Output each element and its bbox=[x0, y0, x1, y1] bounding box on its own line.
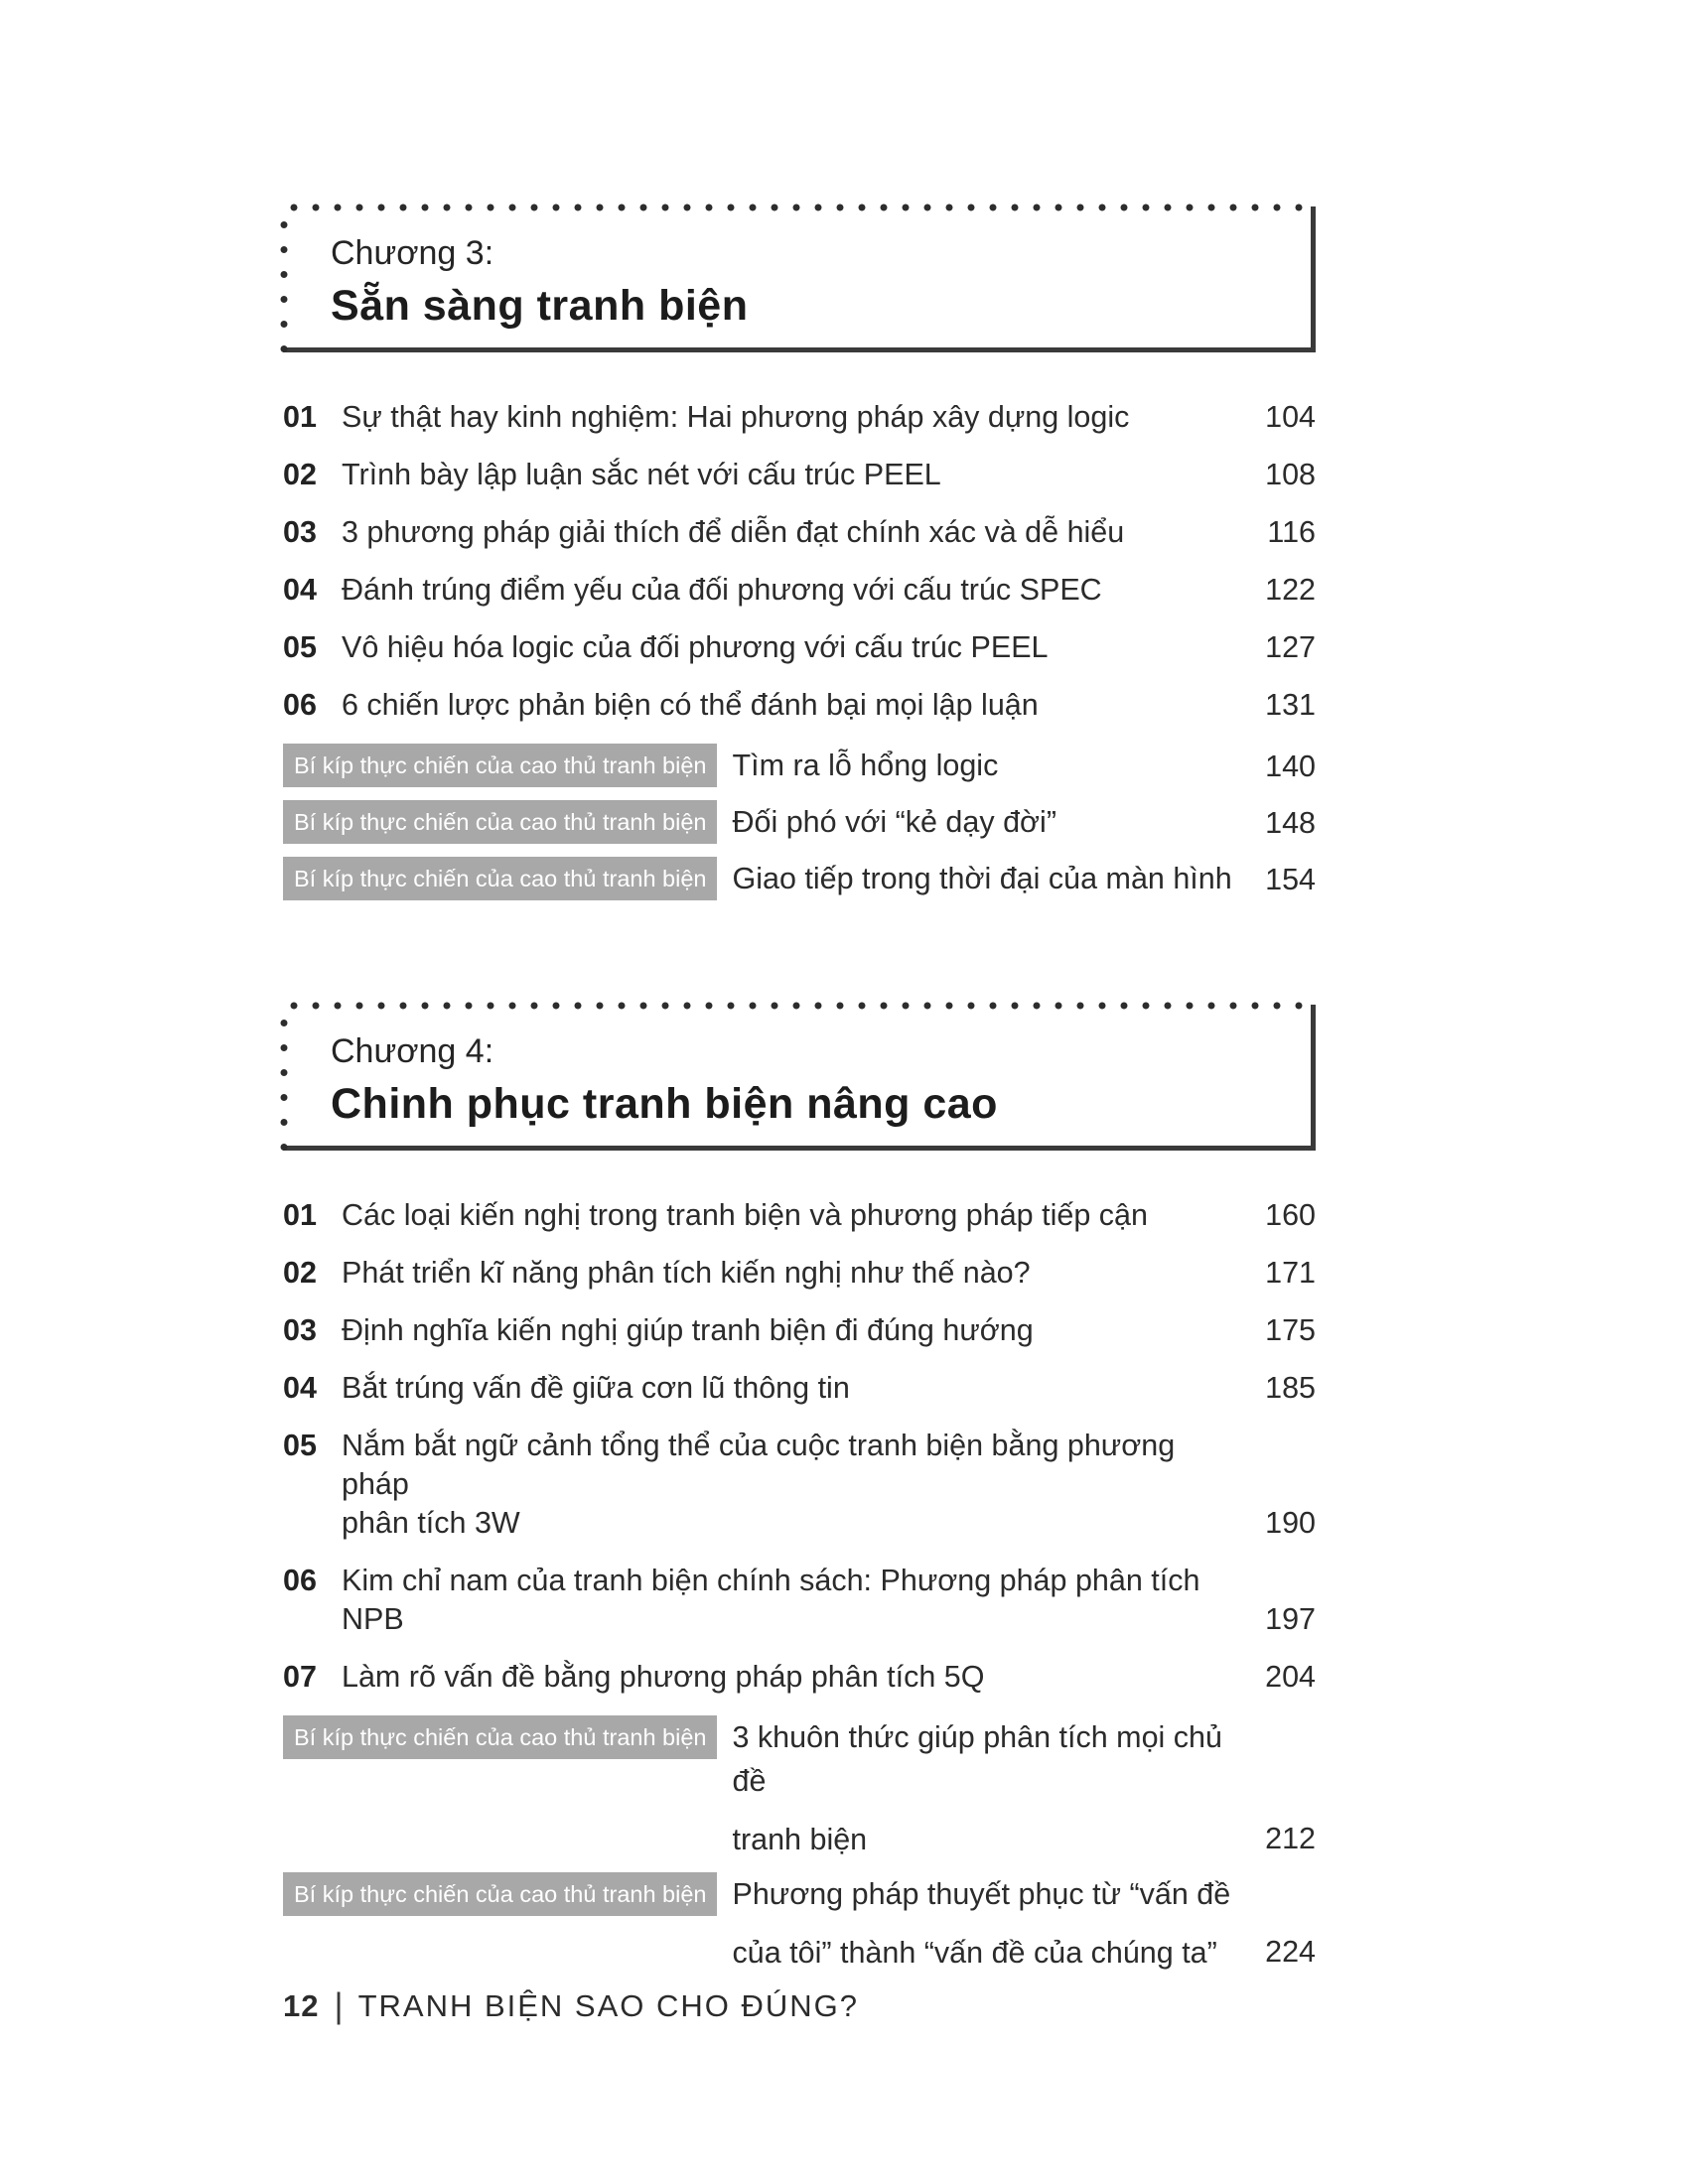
chapter-section bbox=[283, 1005, 1316, 1973]
toc-entry-row bbox=[283, 1562, 1316, 1639]
footer-separator: | bbox=[334, 1986, 344, 2025]
tip-badge: Bí kíp thực chiến của cao thủ tranh biện bbox=[283, 800, 717, 844]
dotted-border-left bbox=[280, 1011, 288, 1151]
entry-title: Trình bày lập luận sắc nét với cấu trúc PEEL bbox=[342, 458, 941, 491]
tip-page-number: 224 bbox=[1265, 1935, 1316, 1969]
tip-title: 3 khuôn thức giúp phân tích mọi chủ đề tranh biện bbox=[732, 1720, 1222, 1856]
entry-page-number: 171 bbox=[1265, 1256, 1316, 1290]
tip-row bbox=[283, 1872, 1316, 1973]
chapter-entries bbox=[283, 1196, 1316, 1697]
chapter-kicker: Chương 4: bbox=[331, 1032, 494, 1070]
entry-number: 06 bbox=[283, 1564, 317, 1597]
entry-number: 01 bbox=[283, 400, 317, 434]
entry-title: Kim chỉ nam của tranh biện chính sách: Phương pháp phân tích NPB bbox=[342, 1564, 1200, 1636]
entry-page-number: 104 bbox=[1265, 400, 1316, 434]
tip-badge: Bí kíp thực chiến của cao thủ tranh biện bbox=[283, 1872, 717, 1916]
entry-number: 04 bbox=[283, 1371, 317, 1405]
tip-badge: Bí kíp thực chiến của cao thủ tranh biện bbox=[283, 744, 717, 787]
chapter-title: Chinh phục tranh biện nâng cao bbox=[331, 1080, 998, 1128]
chapter-section bbox=[283, 206, 1316, 900]
entry-number: 02 bbox=[283, 458, 317, 491]
chapter-entries bbox=[283, 398, 1316, 725]
toc-entry-row bbox=[283, 1311, 1316, 1350]
tip-page-number: 148 bbox=[1265, 806, 1316, 840]
entry-page-number: 127 bbox=[1265, 630, 1316, 664]
entry-title: 6 chiến lược phản biện có thể đánh bại mọi lập luận bbox=[342, 688, 1039, 722]
entry-page-number: 204 bbox=[1265, 1660, 1316, 1694]
entry-title: Nắm bắt ngữ cảnh tổng thể của cuộc tranh biện bằng phương pháp phân tích 3W bbox=[342, 1429, 1176, 1540]
entry-number: 07 bbox=[283, 1660, 317, 1694]
chapter-tips bbox=[283, 744, 1316, 900]
toc-entry-row bbox=[283, 1254, 1316, 1293]
tip-row bbox=[283, 857, 1316, 900]
tip-title: Tìm ra lỗ hổng logic bbox=[732, 749, 999, 782]
entry-number: 06 bbox=[283, 688, 317, 722]
toc-entry-row bbox=[283, 398, 1316, 437]
entry-title: Các loại kiến nghị trong tranh biện và phương pháp tiếp cận bbox=[342, 1198, 1148, 1232]
entry-number: 05 bbox=[283, 1429, 317, 1462]
toc-content bbox=[283, 206, 1316, 1985]
tip-title: Đối phó với “kẻ dạy đời” bbox=[732, 805, 1056, 839]
entry-title: 3 phương pháp giải thích để diễn đạt chính xác và dễ hiểu bbox=[342, 515, 1125, 549]
toc-entry-row bbox=[283, 686, 1316, 725]
tip-row bbox=[283, 744, 1316, 787]
entry-page-number: 197 bbox=[1265, 1602, 1316, 1636]
entry-page-number: 116 bbox=[1267, 515, 1316, 549]
toc-entry-row bbox=[283, 1196, 1316, 1235]
tip-badge: Bí kíp thực chiến của cao thủ tranh biện bbox=[283, 857, 717, 900]
page-footer bbox=[283, 1986, 859, 2026]
entry-title: Làm rõ vấn đề bằng phương pháp phân tích 5Q bbox=[342, 1660, 985, 1694]
entry-page-number: 185 bbox=[1265, 1371, 1316, 1405]
tip-page-number: 140 bbox=[1265, 750, 1316, 783]
tip-page-number: 212 bbox=[1265, 1822, 1316, 1855]
entry-page-number: 131 bbox=[1265, 688, 1316, 722]
chapter-title: Sẵn sàng tranh biện bbox=[331, 282, 749, 330]
entry-number: 05 bbox=[283, 630, 317, 664]
footer-book-title: TRANH BIỆN SAO CHO ĐÚNG? bbox=[357, 1988, 860, 2023]
tip-title: Giao tiếp trong thời đại của màn hình bbox=[732, 862, 1232, 895]
tip-title: Phương pháp thuyết phục từ “vấn đề của tôi” thành “vấn đề của chúng ta” bbox=[732, 1877, 1231, 1970]
footer-page-number: 12 bbox=[283, 1988, 320, 2023]
entry-title: Bắt trúng vấn đề giữa cơn lũ thông tin bbox=[342, 1371, 850, 1405]
chapter-kicker: Chương 3: bbox=[331, 234, 494, 272]
tip-page-number: 154 bbox=[1265, 863, 1316, 896]
entry-number: 02 bbox=[283, 1256, 317, 1290]
entry-number: 01 bbox=[283, 1198, 317, 1232]
dotted-border-top bbox=[283, 1002, 1316, 1010]
toc-entry-row bbox=[283, 1369, 1316, 1408]
toc-entry-row bbox=[283, 1427, 1316, 1543]
toc-entry-row bbox=[283, 513, 1316, 552]
toc-entry-row bbox=[283, 456, 1316, 494]
tip-badge: Bí kíp thực chiến của cao thủ tranh biện bbox=[283, 1715, 717, 1759]
entry-title: Vô hiệu hóa logic của đối phương với cấu trúc PEEL bbox=[342, 630, 1049, 664]
toc-entry-row bbox=[283, 1658, 1316, 1697]
tip-row bbox=[283, 800, 1316, 844]
entry-number: 03 bbox=[283, 515, 317, 549]
entry-title: Sự thật hay kinh nghiệm: Hai phương pháp xây dựng logic bbox=[342, 400, 1130, 434]
entry-number: 04 bbox=[283, 573, 317, 607]
toc-entry-row bbox=[283, 571, 1316, 610]
entry-number: 03 bbox=[283, 1313, 317, 1347]
toc-entry-row bbox=[283, 628, 1316, 667]
dotted-border-left bbox=[280, 212, 288, 352]
chapter-tips bbox=[283, 1715, 1316, 1973]
chapter-header-box bbox=[283, 206, 1316, 352]
entry-title: Định nghĩa kiến nghị giúp tranh biện đi đúng hướng bbox=[342, 1313, 1034, 1347]
entry-title: Đánh trúng điểm yếu của đối phương với cấu trúc SPEC bbox=[342, 573, 1102, 607]
entry-page-number: 175 bbox=[1265, 1313, 1316, 1347]
entry-page-number: 108 bbox=[1265, 458, 1316, 491]
entry-page-number: 160 bbox=[1265, 1198, 1316, 1232]
entry-page-number: 190 bbox=[1265, 1506, 1316, 1540]
entry-title: Phát triển kĩ năng phân tích kiến nghị như thế nào? bbox=[342, 1256, 1031, 1290]
dotted-border-top bbox=[283, 204, 1316, 211]
tip-row bbox=[283, 1715, 1316, 1859]
entry-page-number: 122 bbox=[1265, 573, 1316, 607]
chapter-header-box bbox=[283, 1005, 1316, 1151]
